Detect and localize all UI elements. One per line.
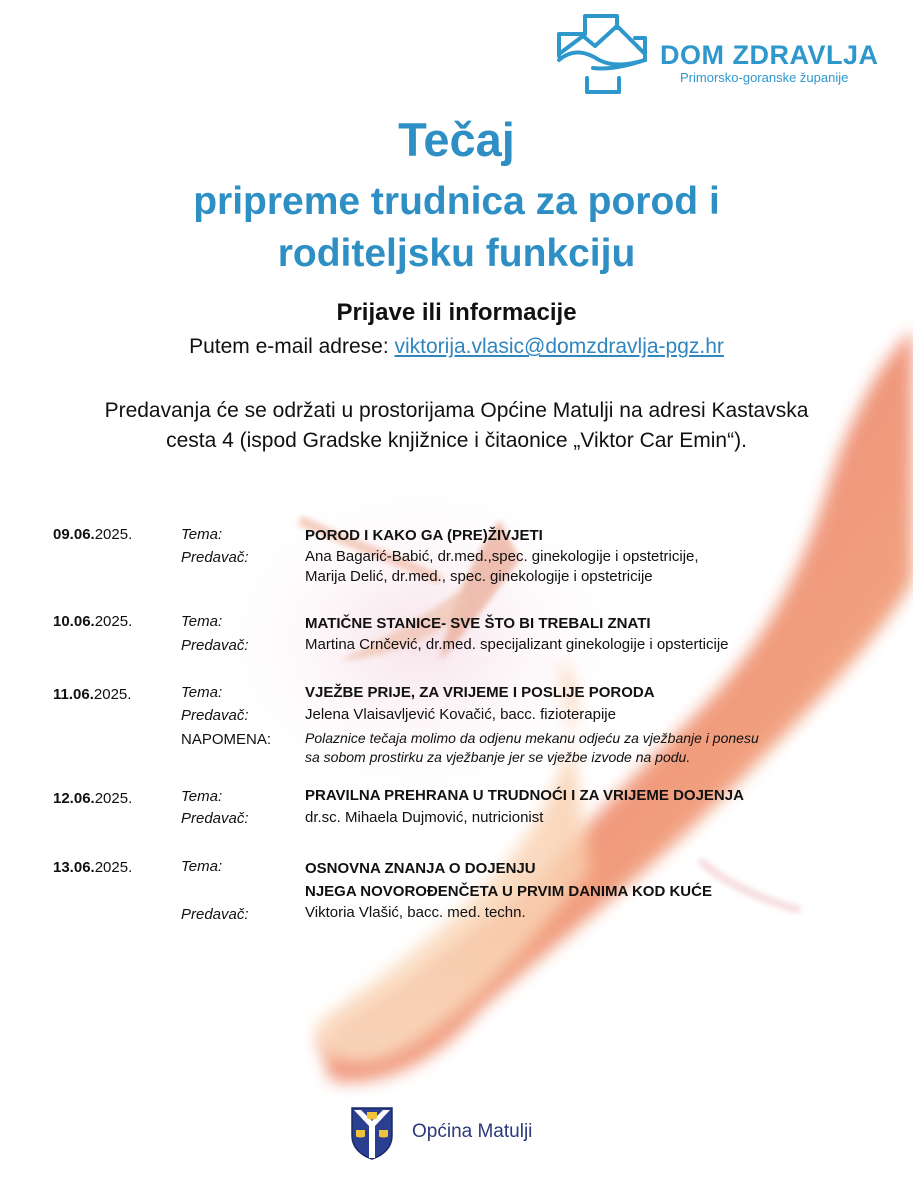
session-note: Polaznice tečaja molimo da odjenu mekanu odjeću za vježbanje i ponesu <box>305 730 759 746</box>
session-topic: PRAVILNA PREHRANA U TRUDNOĆI I ZA VRIJEME DOJENJA <box>305 787 744 804</box>
lecturer-label: Predavač: <box>181 637 249 654</box>
session-lecturer: dr.sc. Mihaela Dujmović, nutricionist <box>305 809 544 826</box>
topic-label: Tema: <box>181 526 223 543</box>
topic-label: Tema: <box>181 684 223 701</box>
date-year: 2025. <box>94 790 133 807</box>
session-lecturer: Marija Delić, dr.med., spec. ginekologije i opstetricije <box>305 568 653 585</box>
session-lecturer: Jelena Vlaisavljević Kovačić, bacc. fizioterapije <box>305 706 616 723</box>
lecturer-label: Predavač: <box>181 906 249 923</box>
contact-line <box>0 333 913 361</box>
lecturer-label: Predavač: <box>181 810 249 827</box>
topic-label: Tema: <box>181 788 223 805</box>
topic-label: Tema: <box>181 613 223 630</box>
lecturer-label: Predavač: <box>181 549 249 566</box>
municipality-logo <box>350 1106 570 1162</box>
date-day-month: 10.06. <box>53 613 95 630</box>
session-date <box>53 612 132 632</box>
note-label: NAPOMENA: <box>181 731 272 748</box>
course-subtitle-line-2: roditeljsku funkciju <box>277 232 636 275</box>
session-lecturer: Viktoria Vlašić, bacc. med. techn. <box>305 904 526 921</box>
venue-info <box>0 396 913 456</box>
course-title: Tečaj <box>398 113 515 166</box>
date-year: 2025. <box>94 859 133 876</box>
date-day-month: 13.06. <box>53 859 95 876</box>
coat-of-arms-icon <box>350 1106 394 1160</box>
lecturer-label: Predavač: <box>181 707 249 724</box>
session-lecturer: Ana Bagarić-Babić, dr.med.,spec. ginekologije i opstetricije, <box>305 548 699 565</box>
venue-line-1: Predavanja će se održati u prostorijama Općine Matulji na adresi Kastavska <box>104 399 809 422</box>
contact-prefix: Putem e-mail adrese: <box>189 335 395 358</box>
session-date <box>53 685 131 705</box>
session-lecturer: Martina Crnčević, dr.med. specijalizant ginekologije i opsterticije <box>305 636 729 653</box>
session-date <box>53 525 132 545</box>
municipality-name: Općina Matulji <box>412 1121 533 1142</box>
session-date <box>53 858 132 878</box>
date-year: 2025. <box>94 613 133 630</box>
date-year: 2025. <box>93 686 132 703</box>
session-topic: MATIČNE STANICE- SVE ŠTO BI TREBALI ZNATI <box>305 615 651 632</box>
date-day-month: 11.06. <box>53 686 94 703</box>
cross-mountain-hand-icon <box>553 8 653 100</box>
session-note: sa sobom prostirku za vježbanje jer se vježbe izvode na podu. <box>305 749 691 765</box>
topic-label: Tema: <box>181 858 223 875</box>
logo-title: DOM ZDRAVLJA <box>660 40 879 70</box>
session-topic: VJEŽBE PRIJE, ZA VRIJEME I POSLIJE PORODA <box>305 684 655 701</box>
date-year: 2025. <box>94 526 133 543</box>
session-date <box>53 789 132 809</box>
venue-line-2: cesta 4 (ispod Gradske knjižnice i čitaonice „Viktor Car Emin“). <box>166 429 747 452</box>
logo-subtitle: Primorsko-goranske županije <box>680 70 849 85</box>
email-link[interactable]: viktorija.vlasic@domzdravlja-pgz.hr <box>394 335 724 358</box>
course-subtitle <box>0 176 913 280</box>
session-topic: OSNOVNA ZNANJA O DOJENJU <box>305 860 536 877</box>
session-topic: POROD I KAKO GA (PRE)ŽIVJETI <box>305 527 543 544</box>
session-topic: NJEGA NOVOROĐENČETA U PRVIM DANIMA KOD KUĆE <box>305 883 712 900</box>
date-day-month: 12.06. <box>53 790 95 807</box>
contact-heading: Prijave ili informacije <box>336 299 577 326</box>
date-day-month: 09.06. <box>53 526 95 543</box>
dom-zdravlja-logo <box>553 8 903 100</box>
course-subtitle-line-1: pripreme trudnica za porod i <box>193 180 720 223</box>
